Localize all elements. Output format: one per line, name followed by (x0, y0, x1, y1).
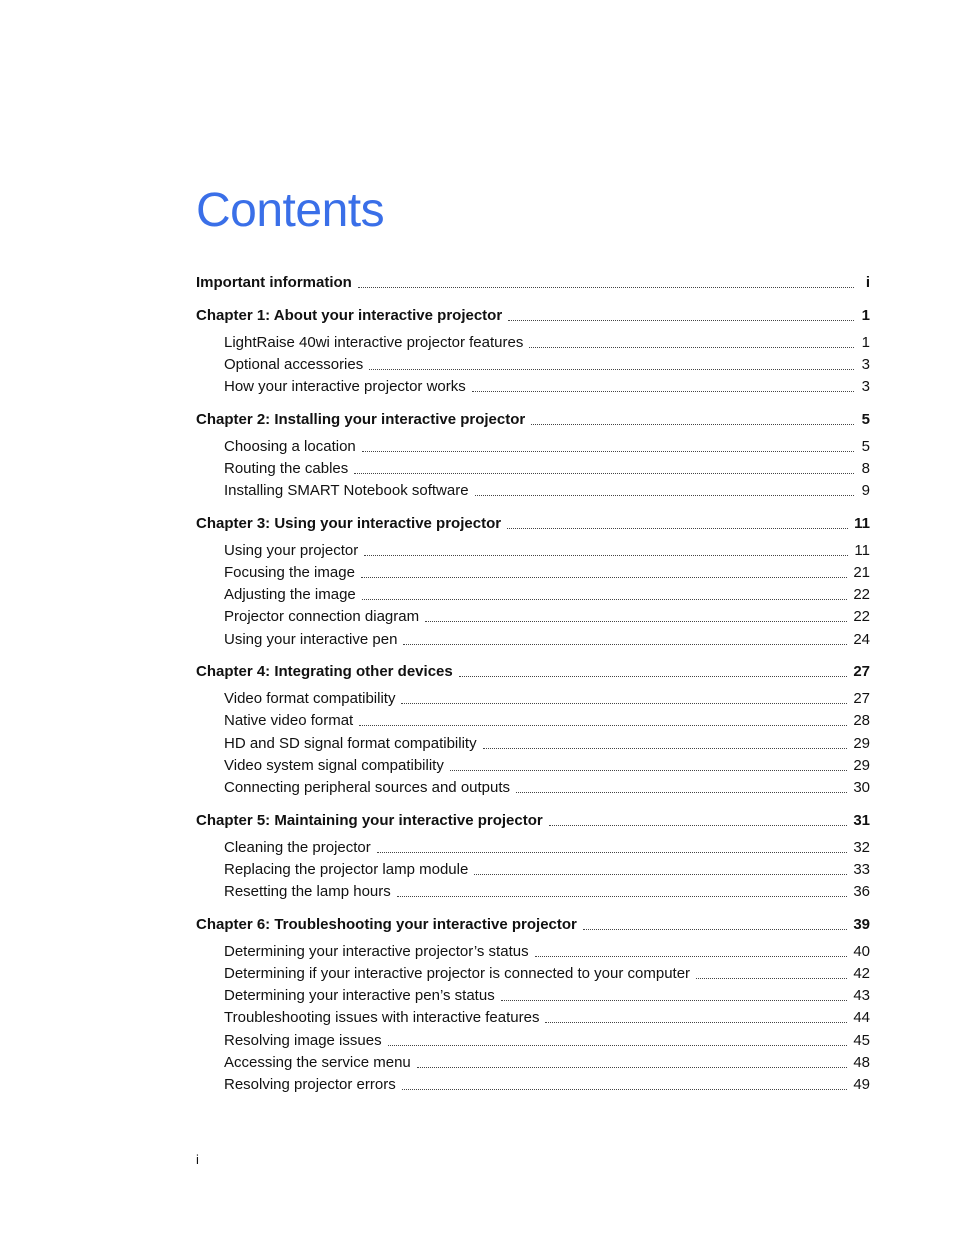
toc-entry-page-number: 32 (853, 839, 870, 856)
dot-leader (516, 792, 847, 793)
dot-leader (531, 424, 854, 425)
toc-entry-label: Video system signal compatibility (224, 757, 444, 774)
toc-entry-page-number: 31 (853, 812, 870, 829)
dot-leader (362, 451, 854, 452)
toc-entry-page-number: 1 (861, 307, 870, 324)
toc-chapter-entry[interactable] (196, 304, 870, 326)
toc-entry-page-number: 33 (853, 861, 870, 878)
dot-leader (459, 676, 848, 677)
dot-leader (358, 287, 854, 288)
toc-entry-label: Chapter 4: Integrating other devices (196, 663, 453, 680)
toc-entry-label: LightRaise 40wi interactive projector features (224, 334, 524, 351)
dot-leader (696, 978, 847, 979)
dot-leader (529, 347, 854, 348)
toc-entry-page-number: 5 (861, 438, 870, 455)
toc-entry-label: Using your projector (224, 542, 359, 559)
dot-leader (359, 725, 847, 726)
toc-entry-page-number: 29 (853, 735, 870, 752)
toc-entry-label: Chapter 1: About your interactive projector (196, 307, 503, 324)
dot-leader (425, 621, 847, 622)
dot-leader (472, 391, 854, 392)
toc-entry-label: Determining your interactive projector’s status (224, 943, 529, 960)
toc-section-entry[interactable] (196, 1073, 870, 1095)
toc-entry-label: Connecting peripheral sources and outputs (224, 779, 511, 796)
dot-leader (549, 825, 848, 826)
toc-section-entry[interactable] (196, 962, 870, 984)
toc-chapter-entry[interactable] (196, 809, 870, 831)
toc-entry-label: Optional accessories (224, 356, 364, 373)
toc-entry-page-number: 24 (853, 631, 870, 648)
toc-entry-label: Determining your interactive pen’s status (224, 987, 495, 1004)
toc-entry-page-number: 21 (853, 564, 870, 581)
dot-leader (501, 1000, 848, 1001)
dot-leader (450, 770, 847, 771)
toc-section-entry[interactable] (196, 940, 870, 962)
toc-section-entry[interactable] (196, 709, 870, 731)
toc-section-entry[interactable] (196, 732, 870, 754)
toc-entry-page-number: 39 (853, 916, 870, 933)
toc-entry-label: Chapter 5: Maintaining your interactive projector (196, 812, 543, 829)
toc-entry-page-number: 48 (853, 1054, 870, 1071)
toc-entry-page-number: 1 (861, 334, 870, 351)
toc-entry-page-number: 22 (853, 608, 870, 625)
dot-leader (402, 1089, 848, 1090)
toc-entry-page-number: 22 (853, 586, 870, 603)
toc-entry-label: Chapter 6: Troubleshooting your interactive projector (196, 916, 577, 933)
toc-section-entry[interactable] (196, 331, 870, 353)
dot-leader (475, 495, 854, 496)
toc-entry-label: Choosing a location (224, 438, 356, 455)
toc-entry-page-number: 27 (853, 690, 870, 707)
footer-page-number: i (196, 1152, 199, 1167)
dot-leader (474, 874, 847, 875)
dot-leader (377, 852, 848, 853)
toc-entry-page-number: 30 (853, 779, 870, 796)
toc-entry-page-number: 49 (853, 1076, 870, 1093)
dot-leader (535, 956, 848, 957)
dot-leader (364, 555, 848, 556)
toc-section-entry[interactable] (196, 353, 870, 375)
toc-entry-label: Replacing the projector lamp module (224, 861, 469, 878)
toc-entry-page-number: 44 (853, 1009, 870, 1026)
toc-entry-label: Video format compatibility (224, 690, 396, 707)
toc-entry-label: Adjusting the image (224, 586, 356, 603)
toc-section-entry[interactable] (196, 539, 870, 561)
toc-section-entry[interactable] (196, 1051, 870, 1073)
dot-leader (397, 896, 848, 897)
toc-section-entry[interactable] (196, 754, 870, 776)
toc-entry-label: Cleaning the projector (224, 839, 371, 856)
toc-entry-page-number: 36 (853, 883, 870, 900)
toc-entry-label: Routing the cables (224, 460, 349, 477)
toc-entry-page-number: 11 (854, 542, 870, 559)
dot-leader (483, 748, 848, 749)
table-of-contents (196, 0, 870, 1235)
dot-leader (545, 1022, 847, 1023)
toc-entry-label: Projector connection diagram (224, 608, 420, 625)
toc-section-entry[interactable] (196, 880, 870, 902)
toc-section-entry[interactable] (196, 479, 870, 501)
dot-leader (508, 320, 854, 321)
toc-entry-label: How your interactive projector works (224, 378, 466, 395)
toc-entry-page-number: i (865, 274, 870, 291)
toc-entry-label: Chapter 2: Installing your interactive projector (196, 411, 526, 428)
toc-entry-label: Installing SMART Notebook software (224, 482, 469, 499)
toc-entry-page-number: 3 (861, 356, 870, 373)
toc-section-entry[interactable] (196, 836, 870, 858)
toc-entry-label: Native video format (224, 712, 354, 729)
dot-leader (388, 1045, 848, 1046)
toc-entry-page-number: 28 (853, 712, 870, 729)
toc-entry-page-number: 29 (853, 757, 870, 774)
toc-section-entry[interactable] (196, 776, 870, 798)
toc-section-entry[interactable] (196, 687, 870, 709)
toc-entry-label: Focusing the image (224, 564, 355, 581)
toc-section-entry[interactable] (196, 457, 870, 479)
toc-section-entry[interactable] (196, 1029, 870, 1051)
toc-chapter-entry[interactable] (196, 408, 870, 430)
dot-leader (403, 644, 847, 645)
toc-entry-page-number: 27 (853, 663, 870, 680)
toc-entry-page-number: 9 (861, 482, 870, 499)
toc-entry-label: Troubleshooting issues with interactive features (224, 1009, 540, 1026)
dot-leader (354, 473, 854, 474)
toc-section-entry[interactable] (196, 605, 870, 627)
toc-chapter-entry[interactable] (196, 271, 870, 293)
toc-section-entry[interactable] (196, 858, 870, 880)
toc-section-entry[interactable] (196, 561, 870, 583)
dot-leader (369, 369, 854, 370)
toc-entry-label: Resetting the lamp hours (224, 883, 391, 900)
dot-leader (401, 703, 847, 704)
dot-leader (583, 929, 847, 930)
toc-section-entry[interactable] (196, 375, 870, 397)
dot-leader (361, 577, 847, 578)
dot-leader (417, 1067, 848, 1068)
toc-entry-label: Resolving projector errors (224, 1076, 396, 1093)
toc-entry-page-number: 8 (861, 460, 870, 477)
page-title: Contents (196, 184, 385, 237)
toc-chapter-entry[interactable] (196, 660, 870, 682)
toc-entry-page-number: 42 (853, 965, 870, 982)
toc-section-entry[interactable] (196, 628, 870, 650)
toc-entry-label: HD and SD signal format compatibility (224, 735, 477, 752)
toc-section-entry[interactable] (196, 583, 870, 605)
toc-entry-label: Accessing the service menu (224, 1054, 411, 1071)
toc-entry-label: Important information (196, 274, 352, 291)
toc-entry-page-number: 43 (853, 987, 870, 1004)
toc-entry-label: Resolving image issues (224, 1032, 382, 1049)
dot-leader (362, 599, 848, 600)
toc-chapter-entry[interactable] (196, 512, 870, 534)
toc-entry-page-number: 40 (853, 943, 870, 960)
toc-entry-page-number: 5 (861, 411, 870, 428)
toc-entry-label: Chapter 3: Using your interactive projector (196, 515, 502, 532)
dot-leader (507, 528, 848, 529)
toc-section-entry[interactable] (196, 1006, 870, 1028)
toc-section-entry[interactable] (196, 435, 870, 457)
toc-entry-page-number: 3 (861, 378, 870, 395)
toc-entry-label: Determining if your interactive projector is connected to your computer (224, 965, 691, 982)
toc-entry-page-number: 11 (854, 515, 870, 532)
toc-entry-page-number: 45 (853, 1032, 870, 1049)
toc-entry-label: Using your interactive pen (224, 631, 398, 648)
toc-section-entry[interactable] (196, 984, 870, 1006)
toc-chapter-entry[interactable] (196, 913, 870, 935)
